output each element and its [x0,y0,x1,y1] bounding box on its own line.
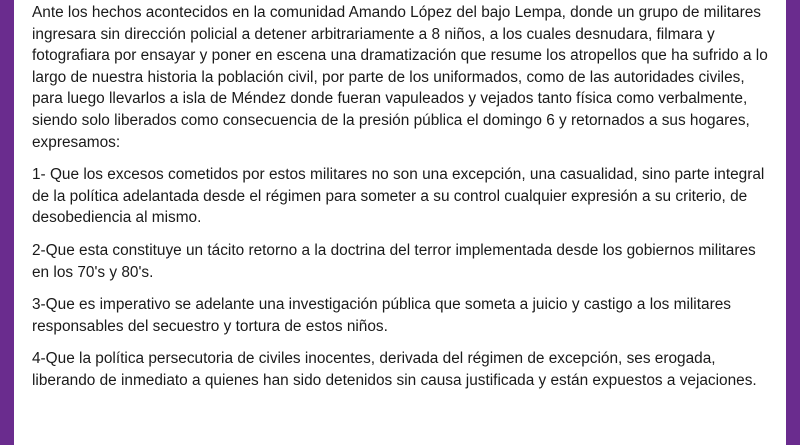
intro-paragraph: Ante los hechos acontecidos en la comunidad Amando López del bajo Lempa, donde un grupo de militares ingresara sin dirección policial a detener arbitrariamente a 8 niños, a los cuales desnudara, filmara y fotografiara por ensayar y poner en escena una dramatización que resume los atropellos que ha sufrido a lo largo de nuestra historia la población civil, por parte de los uniformados, como de las autoridades civiles, para luego llevarlos a isla de Méndez donde fueran vapuleados y vejados tanto física como verbalmente, siendo solo liberados como consecuencia de la presión pública el domingo 6 y retornados a sus hogares, expresamos: [32,4,768,151]
document-page [14,0,786,445]
point-2-paragraph: 2-Que esta constituye un tácito retorno a la doctrina del terror implementada desde los gobiernos militares en los 70's y 80's. [32,241,756,281]
point-1-paragraph: 1- Que los excesos cometidos por estos militares no son una excepción, una casualidad, sino parte integral de la política adelantada desde el régimen para someter a su control cualquier expresión a su criterio, de desobediencia al mismo. [32,166,765,227]
point-3-paragraph: 3-Que es imperativo se adelante una investigación pública que someta a juicio y castigo a los militares responsables del secuestro y tortura de estos niños. [32,296,731,335]
point-4-paragraph: 4-Que la política persecutoria de civiles inocentes, derivada del régimen de excepción, ses erogada, liberando de inmediato a quienes han sido detenidos sin causa justificada y están expuestos a vejaciones. [32,350,757,389]
